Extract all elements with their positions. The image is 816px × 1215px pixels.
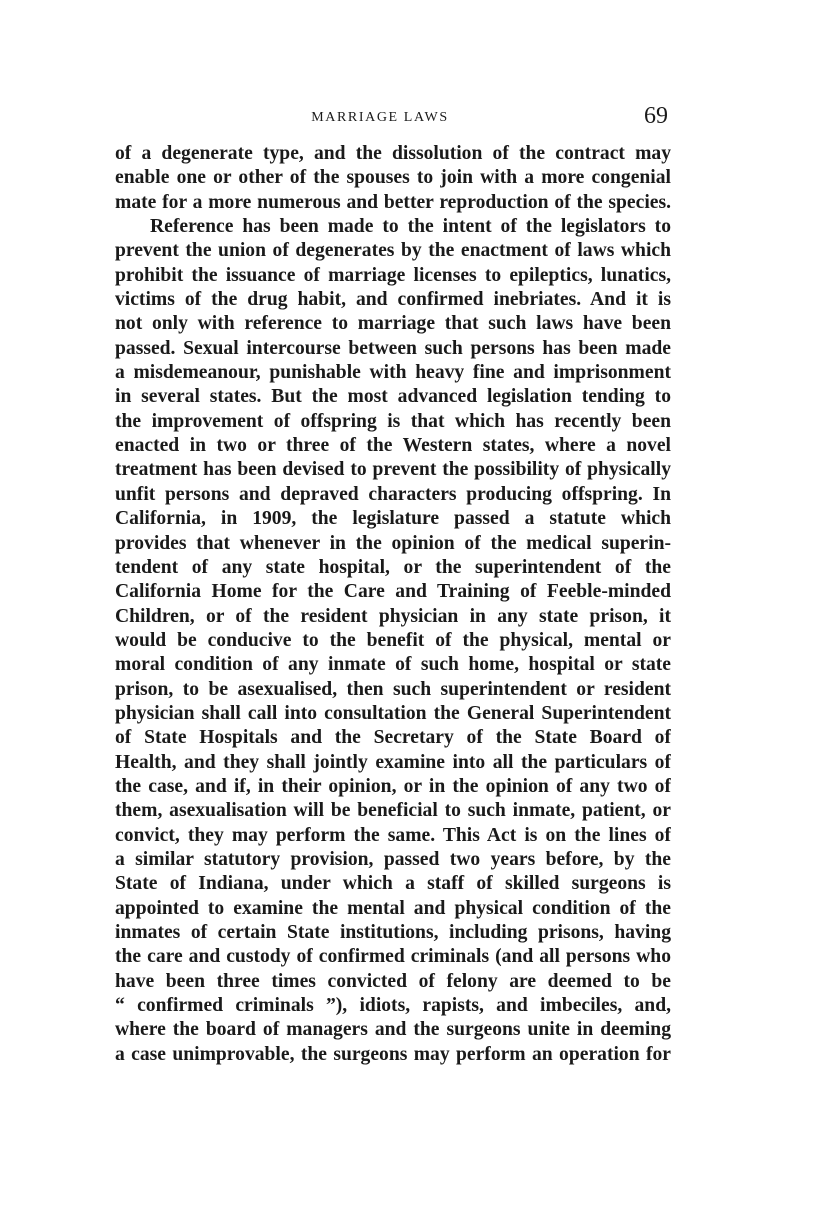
text-line: a misdemeanour, punishable with heavy fine and imprisonment xyxy=(115,362,671,384)
text-line: “ confirmed criminals ”), idiots, rapists, and imbeciles, and, xyxy=(115,995,671,1017)
text-line: tendent of any state hospital, or the superintendent of the xyxy=(115,556,671,578)
text-line: treatment has been devised to prevent the possibility of physically xyxy=(115,459,671,481)
text-line: of a degenerate type, and the dissolution of the contract may xyxy=(115,143,671,164)
text-line: prison, to be asexualised, then such superintendent or resident xyxy=(115,678,671,700)
text-line: a similar statutory provision, passed two years before, by the xyxy=(115,848,671,870)
text-line: Health, and they shall jointly examine into all the particulars of xyxy=(115,751,671,773)
text-line: unfit persons and depraved characters producing offspring. In xyxy=(115,483,671,505)
text-line: where the board of managers and the surgeons unite in deeming xyxy=(115,1019,671,1041)
running-title: MARRIAGE LAWS xyxy=(311,110,449,125)
text-line: provides that whenever in the opinion of the medical superin- xyxy=(115,532,671,554)
text-line: not only with reference to marriage that such laws have been xyxy=(115,313,671,335)
text-line: California, in 1909, the legislature passed a statute which xyxy=(115,508,671,530)
text-line: have been three times convicted of felony are deemed to be xyxy=(115,970,671,992)
text-line: victims of the drug habit, and confirmed inebriates. And it is xyxy=(115,289,671,311)
running-head xyxy=(0,103,816,133)
text-line: of State Hospitals and the Secretary of the State Board of xyxy=(115,727,671,749)
text-line: would be conducive to the benefit of the physical, mental or xyxy=(115,629,671,651)
text-line: enable one or other of the spouses to join with a more congenial xyxy=(115,167,671,189)
text-line: convict, they may perform the same. This Act is on the lines of xyxy=(115,824,671,846)
text-line: mate for a more numerous and better reproduction of the species. xyxy=(115,191,671,213)
text-line: enacted in two or three of the Western states, where a novel xyxy=(115,435,671,457)
text-line: in several states. But the most advanced legislation tending to xyxy=(115,386,671,408)
text-line: the case, and if, in their opinion, or in the opinion of any two of xyxy=(115,775,671,797)
text-line: moral condition of any inmate of such home, hospital or state xyxy=(115,654,671,676)
text-line: passed. Sexual intercourse between such persons has been made xyxy=(115,337,671,359)
text-line: inmates of certain State institutions, including prisons, having xyxy=(115,922,671,943)
text-line: Children, or of the resident physician in any state prison, it xyxy=(115,605,671,627)
page-number: 69 xyxy=(644,103,668,129)
text-line: a case unimprovable, the surgeons may perform an operation for xyxy=(115,1043,671,1065)
text-line: physician shall call into consultation the General Superintendent xyxy=(115,702,671,724)
body-text xyxy=(115,142,671,1067)
text-line: them, asexualisation will be beneficial to such inmate, patient, or xyxy=(115,800,671,822)
text-line: State of Indiana, under which a staff of skilled surgeons is xyxy=(115,873,671,895)
paragraph-first-line: Reference has been made to the intent of the legislators to xyxy=(150,216,671,238)
text-line: appointed to examine the mental and physical condition of the xyxy=(115,897,671,919)
text-line: California Home for the Care and Training of Feeble-minded xyxy=(115,581,671,603)
text-line: the improvement of offspring is that which has recently been xyxy=(115,410,671,432)
text-line: prevent the union of degenerates by the enactment of laws which xyxy=(115,240,671,262)
text-line: the care and custody of confirmed criminals (and all persons who xyxy=(115,946,671,968)
text-line: prohibit the issuance of marriage licenses to epileptics, lunatics, xyxy=(115,264,671,286)
